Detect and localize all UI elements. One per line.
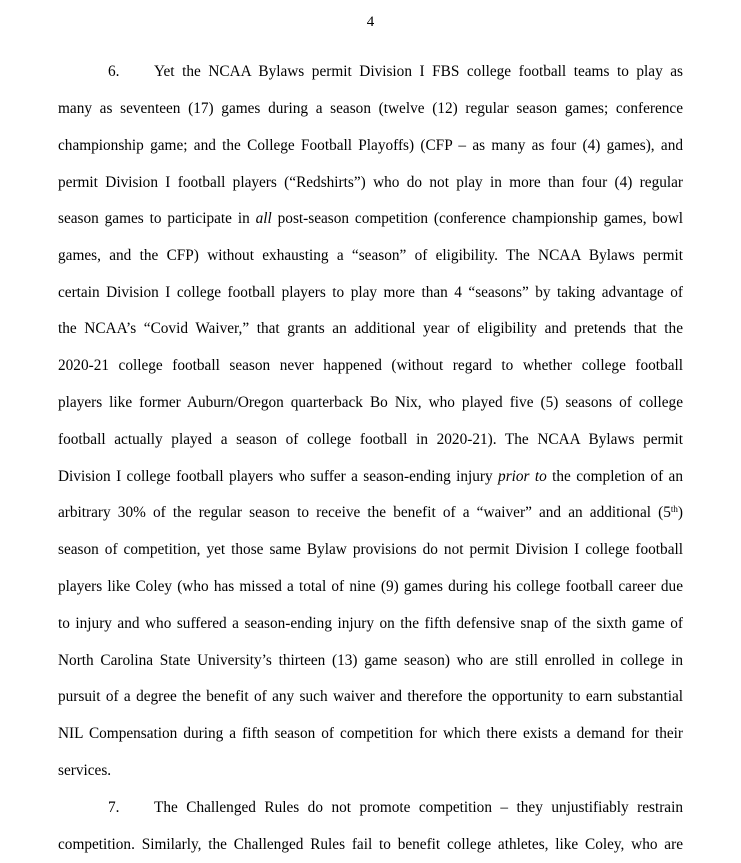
line-text: Yet the NCAA Bylaws permit Division I FBS college football teams to play as [154,63,683,80]
paragraph-line [58,467,683,487]
paragraph-line: permit Division I football players (“Redshirts”) who do not play in more than four (4) regular [58,174,683,191]
paragraph-line: 2020-21 college football season never happened (without regard to whether college football [58,357,683,374]
superscript: th [670,504,678,514]
paragraph-number: 6. [108,63,120,80]
paragraph-line [58,209,683,229]
paragraph-line: services. [58,762,112,779]
paragraph-line: many as seventeen (17) games during a season (twelve (12) regular season games; conference [58,100,683,117]
paragraph-number: 7. [108,799,120,816]
paragraph-line: competition. Similarly, the Challenged Rules fail to benefit college athletes, like Coley, who are [58,836,683,853]
paragraph-line [58,503,683,523]
line-text: post-season competition (conference championship games, bowl [271,210,684,227]
paragraph-line [108,62,683,82]
paragraph-line: pursuit of a degree the benefit of any such waiver and therefore the opportunity to earn substantial [58,688,683,705]
paragraph-line: the NCAA’s “Covid Waiver,” that grants an additional year of eligibility and pretends that the [58,320,683,337]
paragraph-line: players like former Auburn/Oregon quarterback Bo Nix, who played five (5) seasons of college [58,394,683,411]
line-text: The Challenged Rules do not promote competition – they unjustifiably restrain [154,799,683,816]
page-number: 4 [366,14,375,30]
line-text: season games to participate in [58,210,256,227]
emphasis-text: all [255,210,272,227]
paragraph-line: season of competition, yet those same Bylaw provisions do not permit Division I college football [58,541,683,558]
paragraph-line: NIL Compensation during a fifth season of competition for which there exists a demand for their [58,725,683,742]
line-text: Division I college football players who suffer a season-ending injury [58,468,499,485]
emphasis-text: prior to [498,468,547,485]
paragraph-line: football actually played a season of college football in 2020-21). The NCAA Bylaws permit [58,431,683,448]
paragraph-line: games, and the CFP) without exhausting a “season” of eligibility. The NCAA Bylaws permit [58,247,683,264]
line-text: the completion of an [546,468,683,485]
paragraph-line: North Carolina State University’s thirteen (13) game season) who are still enrolled in college in [58,652,683,669]
paragraph-line [108,798,683,818]
line-text: ) [677,504,683,521]
line-text: arbitrary 30% of the regular season to receive the benefit of a “waiver” and an additional (5 [58,504,671,521]
paragraph-line: to injury and who suffered a season-ending injury on the fifth defensive snap of the sixth game of [58,615,683,632]
paragraph-line: players like Coley (who has missed a total of nine (9) games during his college football career due [58,578,683,595]
paragraph-line: championship game; and the College Football Playoffs) (CFP – as many as four (4) games), and [58,137,683,154]
paragraph-line: certain Division I college football players to play more than 4 “seasons” by taking advantage of [58,284,683,301]
